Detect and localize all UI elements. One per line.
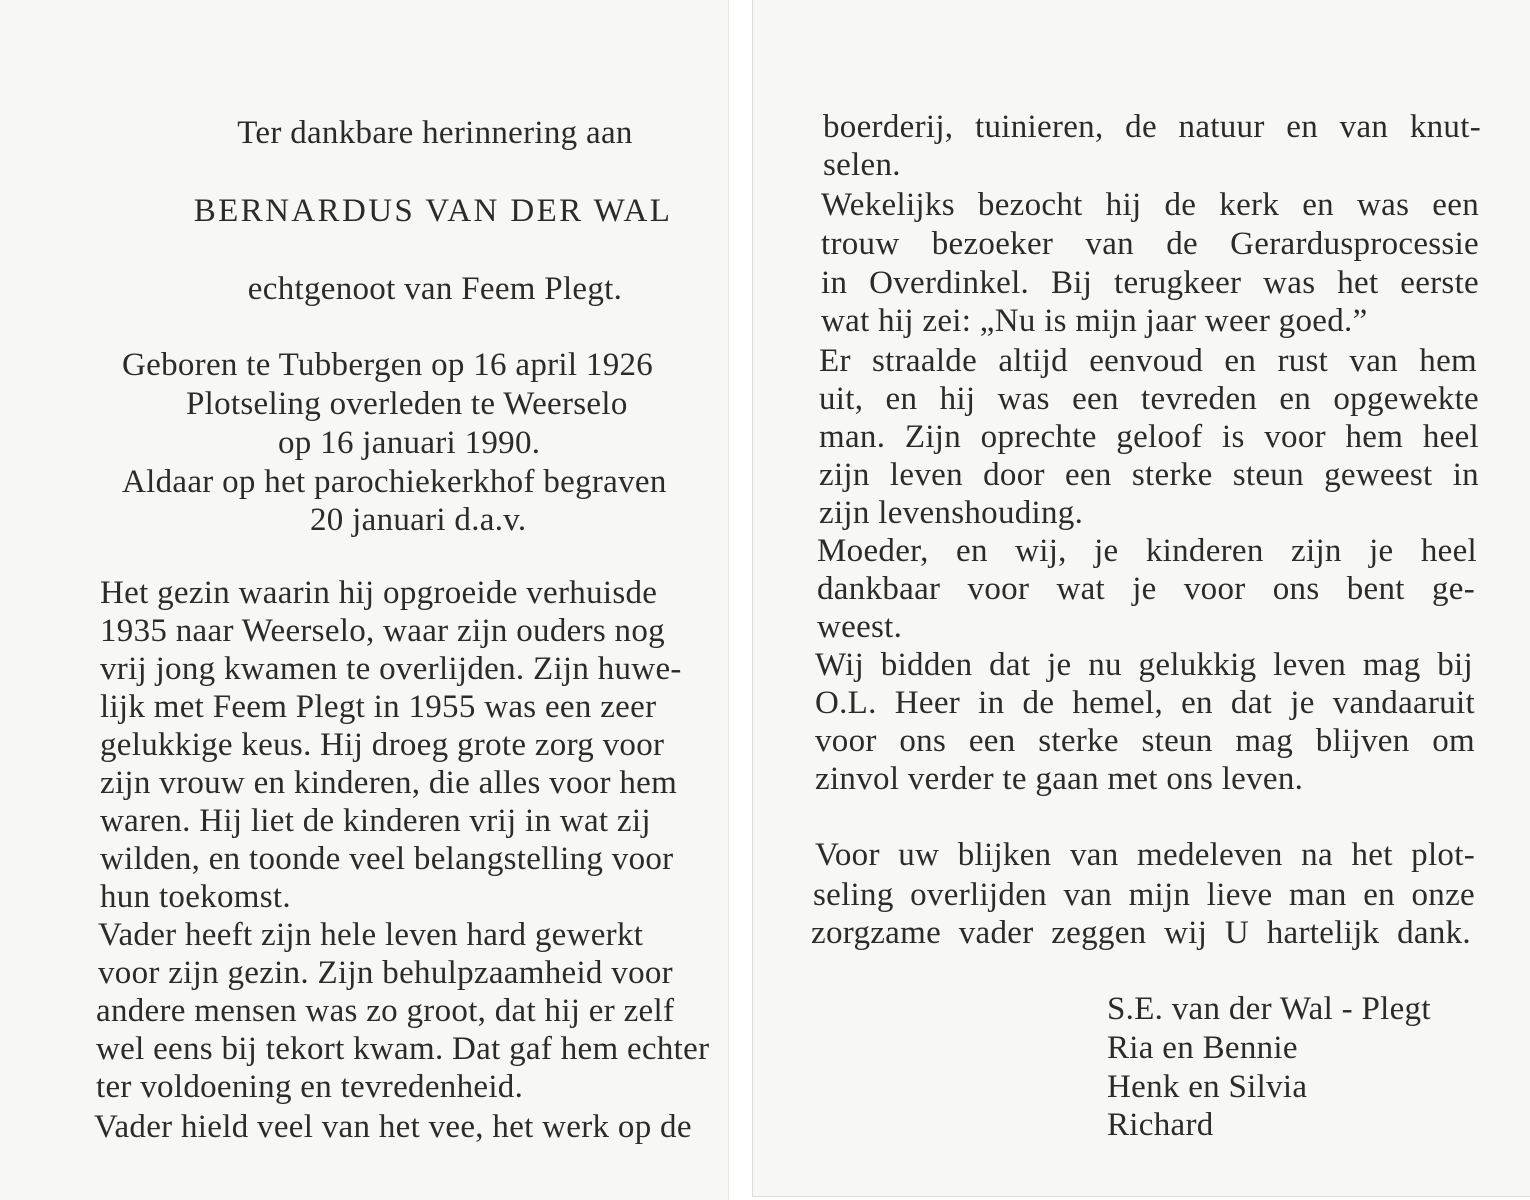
body-line: trouw bezoeker van de Gerardusprocessie [821, 226, 1479, 262]
body-line: Wekelijks bezocht hij de kerk en was een [821, 187, 1479, 223]
body-line: wat hij zei: „Nu is mijn jaar weer goed.” [821, 303, 1368, 339]
body-line: zijn levenshouding. [819, 495, 1084, 531]
memorial-card-right [752, 0, 1530, 1197]
bio-line: wilden, en toonde veel belangstelling voor [100, 841, 674, 877]
deceased-name: BERNARDUS VAN DER WAL [193, 193, 673, 229]
birth-line: Geboren te Tubbergen op 16 april 1926 [122, 347, 654, 383]
body-line: zinvol verder te gaan met ons leven. [815, 761, 1304, 797]
bio-line: ter voldoening en tevredenheid. [96, 1069, 524, 1105]
death-line: Plotseling overleden te Weerselo [186, 386, 628, 422]
body-line: boerderij, tuinieren, de natuur en van knut- [823, 109, 1481, 145]
burial-line: Aldaar op het parochiekerkhof begraven [122, 464, 667, 500]
body-line: man. Zijn oprechte geloof is voor hem heel [819, 419, 1479, 455]
body-line: Er straalde altijd eenvoud en rust van hem [819, 343, 1477, 379]
bio-line: Vader heeft zijn hele leven hard gewerkt [98, 917, 644, 953]
bio-line: gelukkige keus. Hij droeg grote zorg voor [100, 727, 665, 763]
thanks-line: Voor uw blijken van medeleven na het plot- [815, 837, 1475, 873]
thanks-line: zorgzame vader zeggen wij U hartelijk dank. [811, 915, 1471, 951]
body-line: voor ons een sterke steun mag blijven om [815, 723, 1475, 759]
body-line: zijn leven door een sterke steun geweest in [819, 457, 1479, 493]
death-date-line: op 16 januari 1990. [278, 425, 541, 461]
bio-line: andere mensen was zo groot, dat hij er zelf [96, 993, 675, 1029]
spouse-line: echtgenoot van Feem Plegt. [247, 271, 623, 307]
bio-line: lijk met Feem Plegt in 1955 was een zeer [100, 689, 657, 725]
body-line: weest. [817, 609, 903, 645]
bio-line: vrij jong kwamen te overlijden. Zijn huwe- [100, 651, 682, 687]
intro-line: Ter dankbare herinnering aan [237, 115, 633, 151]
signature-line: Richard [1107, 1107, 1214, 1143]
bio-line: voor zijn gezin. Zijn behulpzaamheid voor [98, 955, 673, 991]
body-line: Moeder, en wij, je kinderen zijn je heel [817, 533, 1477, 569]
bio-line: wel eens bij tekort kwam. Dat gaf hem echter [96, 1031, 710, 1067]
bio-line: Vader hield veel van het vee, het werk op de [94, 1109, 692, 1145]
signature-line: Henk en Silvia [1107, 1069, 1308, 1105]
bio-line: zijn vrouw en kinderen, die alles voor hem [100, 765, 678, 801]
thanks-line: seling overlijden van mijn lieve man en onze [813, 877, 1475, 913]
signature-line: Ria en Bennie [1107, 1030, 1298, 1066]
body-line: Wij bidden dat je nu gelukkig leven mag bij [815, 647, 1473, 683]
burial-date-line: 20 januari d.a.v. [310, 502, 527, 538]
body-line: dankbaar voor wat je voor ons bent ge- [817, 571, 1475, 607]
body-line: O.L. Heer in de hemel, en dat je vandaaruit [815, 685, 1475, 721]
memorial-card-left [0, 0, 729, 1200]
bio-line: waren. Hij liet de kinderen vrij in wat zij [100, 803, 651, 839]
body-line: in Overdinkel. Bij terugkeer was het eerste [821, 265, 1479, 301]
bio-line: hun toekomst. [100, 879, 291, 915]
bio-line: Het gezin waarin hij opgroeide verhuisde [100, 575, 658, 611]
signature-line: S.E. van der Wal - Plegt [1107, 991, 1431, 1027]
bio-line: 1935 naar Weerselo, waar zijn ouders nog [100, 613, 665, 649]
body-line: selen. [823, 147, 901, 183]
body-line: uit, en hij was een tevreden en opgewekte [819, 381, 1479, 417]
